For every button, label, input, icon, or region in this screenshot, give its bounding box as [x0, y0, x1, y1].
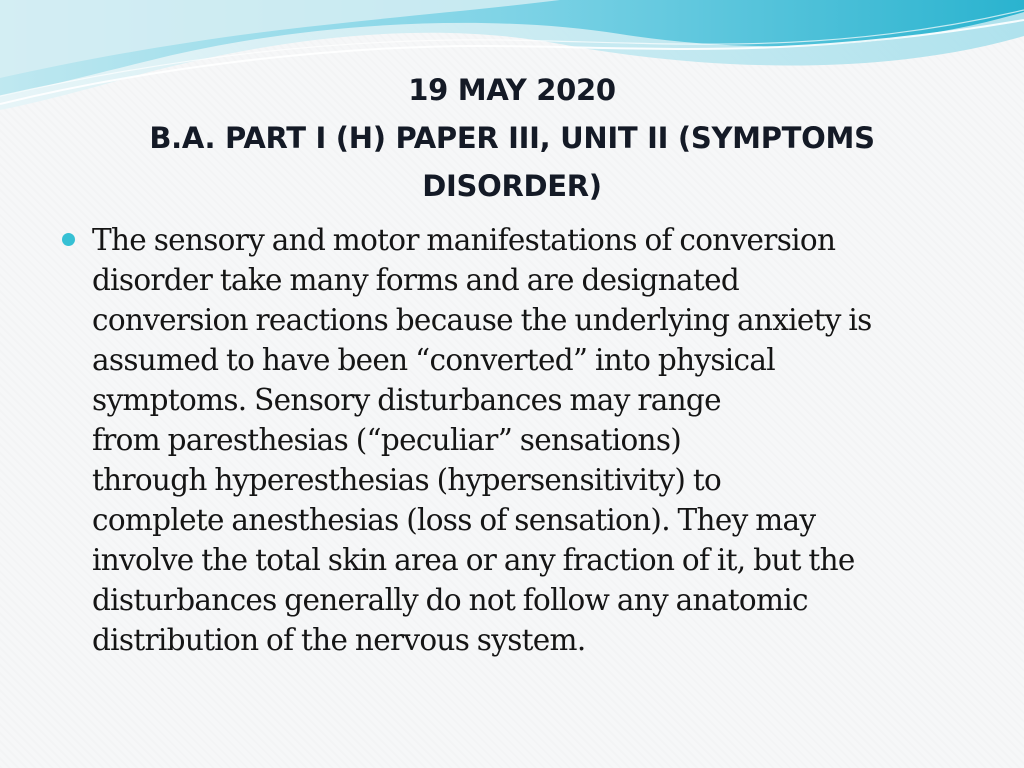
bullet-line: disorder take many forms and are designated — [92, 263, 740, 297]
bullet-line: symptoms. Sensory disturbances may range — [92, 383, 721, 417]
bullet-line: assumed to have been “converted” into physical — [92, 343, 775, 377]
bullet-line: The sensory and motor manifestations of conversion — [92, 223, 836, 257]
bullet-line: complete anesthesias (loss of sensation). They may — [92, 503, 816, 537]
bullet-line: distribution of the nervous system. — [92, 623, 586, 657]
slide-title — [60, 66, 964, 210]
bullet-line: from paresthesias (“peculiar” sensations) — [92, 423, 682, 457]
title-topic: DISORDER) — [422, 169, 602, 203]
bullet-line: involve the total skin area or any fraction of it, but the — [92, 543, 855, 577]
title-date: 19 MAY 2020 — [408, 73, 616, 107]
bullet-dot-icon — [62, 233, 75, 246]
title-course: B.A. PART I (H) PAPER III, UNIT II (SYMPTOMS — [149, 121, 875, 155]
bullet-line: through hyperesthesias (hypersensitivity) to — [92, 463, 722, 497]
bullet-line: disturbances generally do not follow any anatomic — [92, 583, 808, 617]
bullet-text — [92, 220, 976, 660]
bullet-item — [56, 220, 976, 660]
bullet-line: conversion reactions because the underlying anxiety is — [92, 303, 872, 337]
slide-content — [56, 220, 976, 660]
